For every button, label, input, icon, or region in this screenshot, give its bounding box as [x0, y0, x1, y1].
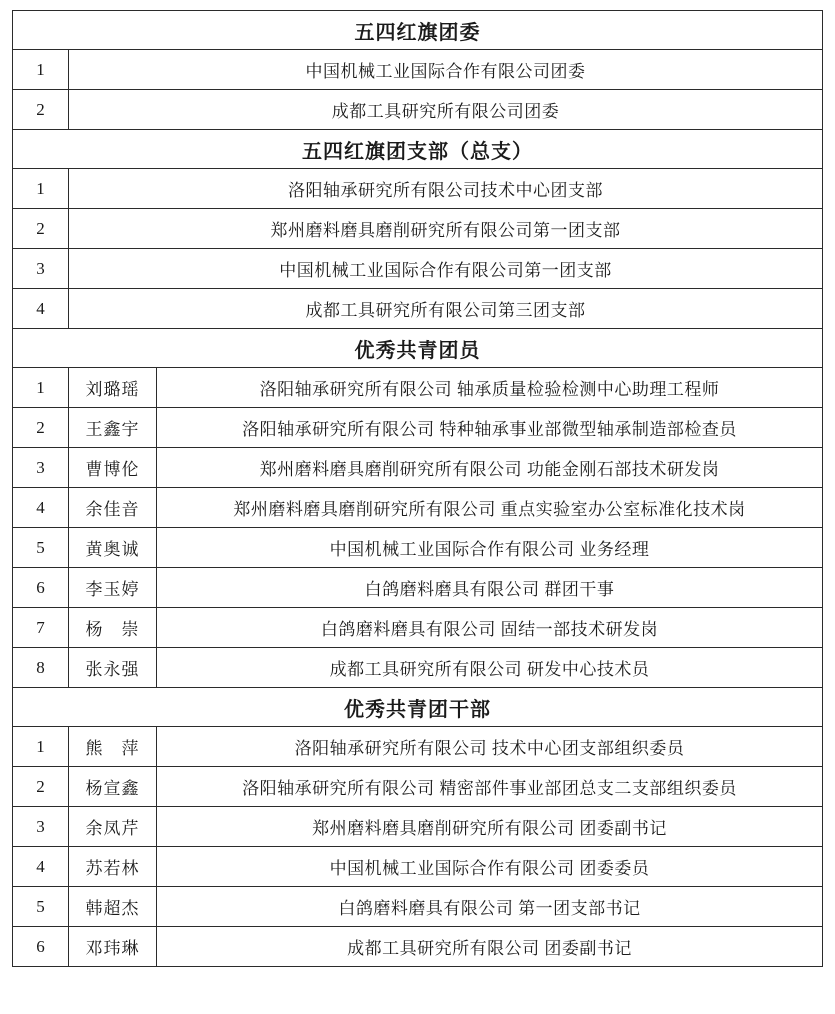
row-person-name: 熊 萍 — [69, 727, 157, 767]
row-description: 成都工具研究所有限公司 团委副书记 — [157, 927, 823, 967]
section-heading-row — [13, 688, 823, 727]
table-row — [13, 249, 823, 289]
table-row — [13, 169, 823, 209]
row-index: 1 — [13, 727, 69, 767]
section-heading-row — [13, 329, 823, 368]
row-description: 洛阳轴承研究所有限公司 轴承质量检验检测中心助理工程师 — [157, 368, 823, 408]
row-description: 郑州磨料磨具磨削研究所有限公司第一团支部 — [69, 209, 823, 249]
row-description: 白鸽磨料磨具有限公司 群团干事 — [157, 568, 823, 608]
row-person-name: 韩超杰 — [69, 887, 157, 927]
row-description: 洛阳轴承研究所有限公司技术中心团支部 — [69, 169, 823, 209]
table-row — [13, 767, 823, 807]
row-index: 2 — [13, 408, 69, 448]
row-index: 2 — [13, 209, 69, 249]
row-description: 洛阳轴承研究所有限公司 精密部件事业部团总支二支部组织委员 — [157, 767, 823, 807]
row-index: 1 — [13, 169, 69, 209]
table-row — [13, 528, 823, 568]
row-index: 7 — [13, 608, 69, 648]
row-index: 4 — [13, 847, 69, 887]
row-description: 郑州磨料磨具磨削研究所有限公司 重点实验室办公室标准化技术岗 — [157, 488, 823, 528]
row-description: 郑州磨料磨具磨削研究所有限公司 团委副书记 — [157, 807, 823, 847]
row-index: 3 — [13, 807, 69, 847]
award-list-table — [12, 10, 823, 967]
row-description: 白鸽磨料磨具有限公司 固结一部技术研发岗 — [157, 608, 823, 648]
row-person-name: 苏若林 — [69, 847, 157, 887]
table-row — [13, 209, 823, 249]
row-description: 洛阳轴承研究所有限公司 特种轴承事业部微型轴承制造部检查员 — [157, 408, 823, 448]
row-index: 3 — [13, 448, 69, 488]
row-index: 6 — [13, 927, 69, 967]
row-person-name: 黄奥诚 — [69, 528, 157, 568]
table-row — [13, 568, 823, 608]
table-row — [13, 927, 823, 967]
table-row — [13, 887, 823, 927]
row-index: 6 — [13, 568, 69, 608]
section-heading: 五四红旗团支部（总支） — [13, 130, 823, 169]
row-index: 2 — [13, 767, 69, 807]
row-person-name: 李玉婷 — [69, 568, 157, 608]
row-index: 5 — [13, 528, 69, 568]
section-heading: 优秀共青团干部 — [13, 688, 823, 727]
section-heading-row — [13, 130, 823, 169]
section-heading: 五四红旗团委 — [13, 11, 823, 50]
row-description: 郑州磨料磨具磨削研究所有限公司 功能金刚石部技术研发岗 — [157, 448, 823, 488]
row-person-name: 王鑫宇 — [69, 408, 157, 448]
row-person-name: 曹博伦 — [69, 448, 157, 488]
row-person-name: 杨宣鑫 — [69, 767, 157, 807]
table-row — [13, 448, 823, 488]
section-heading: 优秀共青团员 — [13, 329, 823, 368]
award-table-body — [13, 11, 823, 967]
row-index: 5 — [13, 887, 69, 927]
table-row — [13, 727, 823, 767]
row-description: 成都工具研究所有限公司团委 — [69, 90, 823, 130]
section-heading-row — [13, 11, 823, 50]
row-index: 2 — [13, 90, 69, 130]
table-row — [13, 90, 823, 130]
row-description: 中国机械工业国际合作有限公司 团委委员 — [157, 847, 823, 887]
table-row — [13, 847, 823, 887]
table-row — [13, 50, 823, 90]
row-description: 中国机械工业国际合作有限公司团委 — [69, 50, 823, 90]
table-row — [13, 408, 823, 448]
table-row — [13, 289, 823, 329]
table-row — [13, 608, 823, 648]
row-index: 4 — [13, 488, 69, 528]
row-index: 1 — [13, 50, 69, 90]
row-description: 中国机械工业国际合作有限公司第一团支部 — [69, 249, 823, 289]
row-person-name: 杨 崇 — [69, 608, 157, 648]
row-description: 洛阳轴承研究所有限公司 技术中心团支部组织委员 — [157, 727, 823, 767]
table-row — [13, 368, 823, 408]
row-person-name: 余佳音 — [69, 488, 157, 528]
table-row — [13, 807, 823, 847]
table-row — [13, 648, 823, 688]
row-description: 中国机械工业国际合作有限公司 业务经理 — [157, 528, 823, 568]
row-description: 成都工具研究所有限公司第三团支部 — [69, 289, 823, 329]
table-row — [13, 488, 823, 528]
row-index: 4 — [13, 289, 69, 329]
row-person-name: 余凤芹 — [69, 807, 157, 847]
row-person-name: 邓玮琳 — [69, 927, 157, 967]
row-description: 白鸽磨料磨具有限公司 第一团支部书记 — [157, 887, 823, 927]
row-person-name: 刘璐瑶 — [69, 368, 157, 408]
row-description: 成都工具研究所有限公司 研发中心技术员 — [157, 648, 823, 688]
row-index: 1 — [13, 368, 69, 408]
row-person-name: 张永强 — [69, 648, 157, 688]
row-index: 3 — [13, 249, 69, 289]
row-index: 8 — [13, 648, 69, 688]
